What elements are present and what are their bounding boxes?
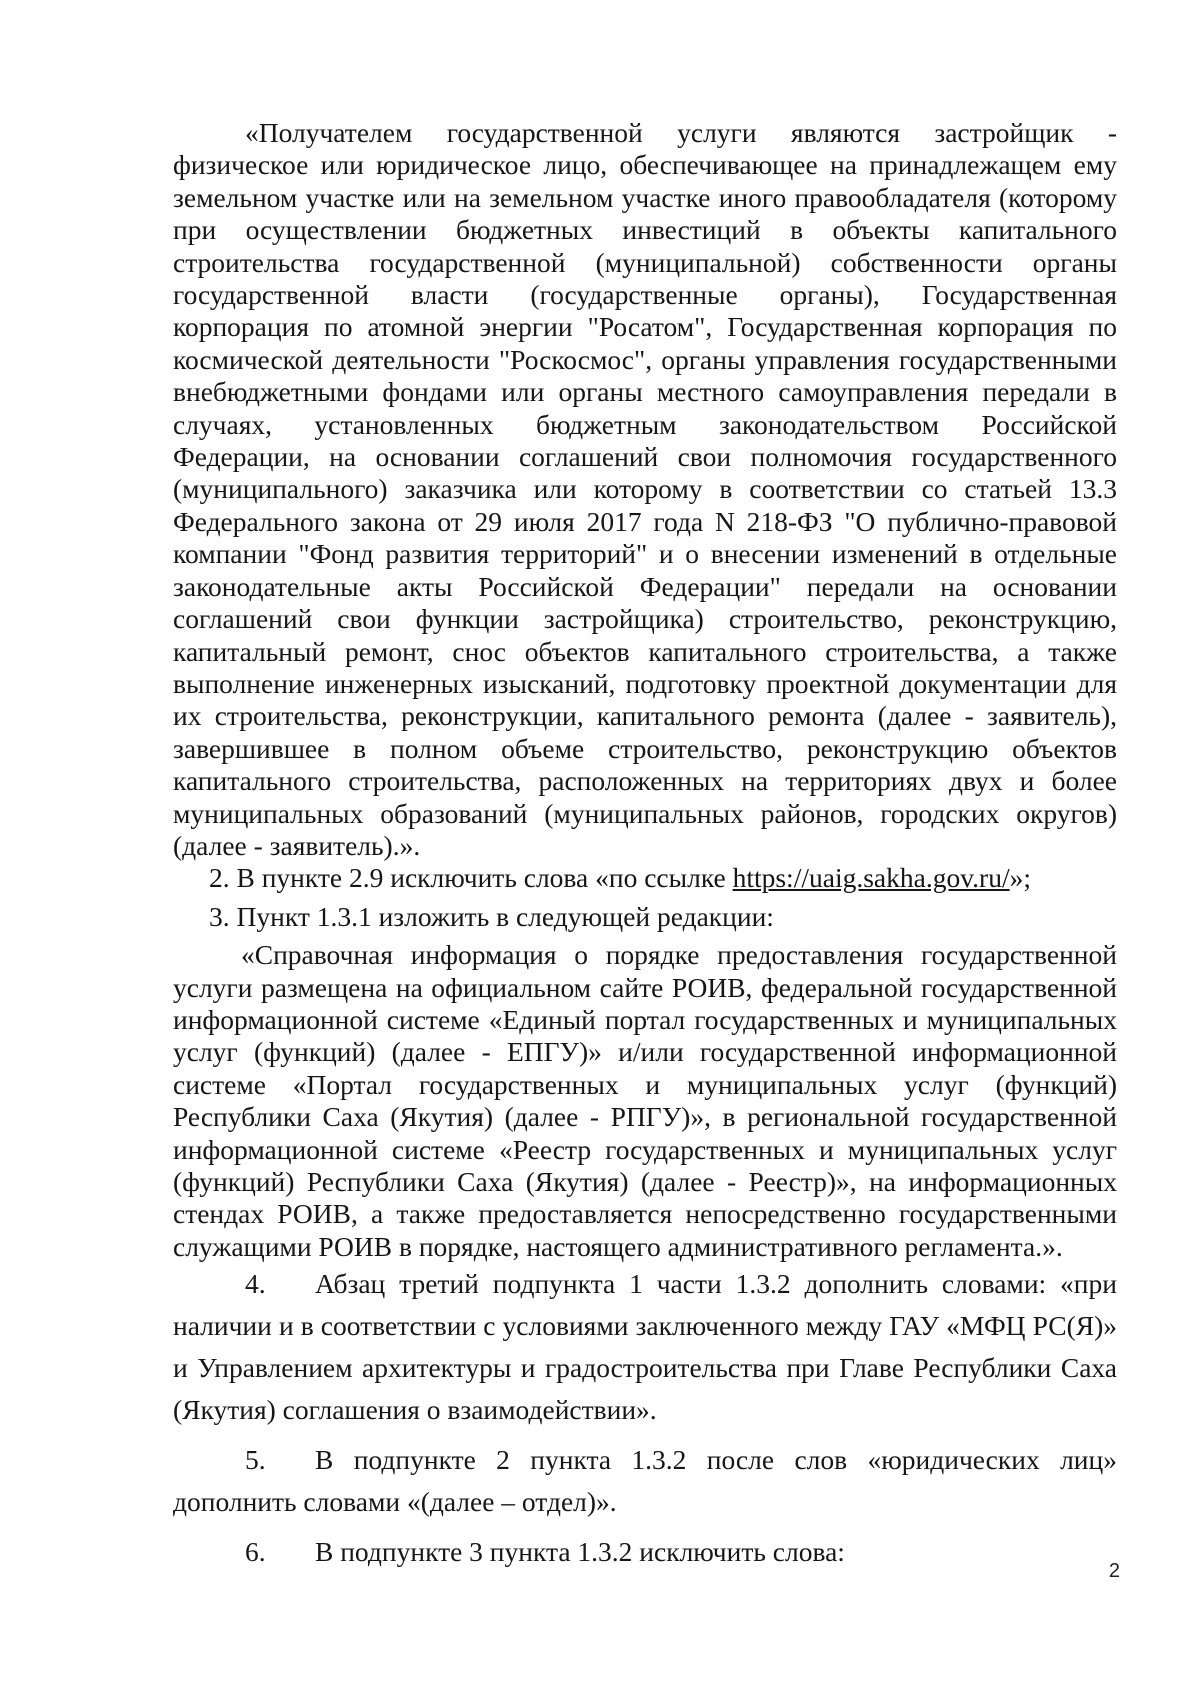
item-4 [173,1263,1117,1431]
item-4-text: Абзац третий подпункта 1 части 1.3.2 дополнить словами: «при наличии и в соответствии с условиями заключенного между ГАУ «МФЦ РС(Я)» и Управлением архитектуры и градостроительства при Главе Республики Саха (Якутия) соглашения о взаимодействии». [173,1268,1117,1426]
item-6 [173,1531,1117,1573]
item-2-prefix: 2. В пункте 2.9 исключить слова «по ссылке [209,862,733,894]
item-5-text: В подпункте 2 пункта 1.3.2 после слов «юридических лиц» дополнить словами «(далее – отдел)». [173,1444,1117,1518]
document-body [173,117,1117,1573]
item-2 [173,862,1117,894]
item-2-suffix: »; [1009,862,1031,894]
paragraph-applicant-definition: «Получателем государственной услуги являются застройщик - физическое или юридическое лицо, обеспечивающее на принадлежащем ему земельном участке или на земельном участке иного правообладателя (которому при осуществлении бюджетных инвестиций в объекты капитального строительства государственной (муниципальной) собственности органы государственной власти (государственные органы), Государственная корпорация по атомной энергии "Росатом", Государственная корпорация по космической деятельности "Роскосмос", органы управления государственными внебюджетными фондами или органы местного самоуправления передали в случаях, установленных бюджетным законодательством Российской Федерации, на основании соглашений свои полномочия государственного (муниципального) заказчика или которому в соответствии со статьей 13.3 Федерального закона от 29 июля 2017 года N 218-ФЗ "О публично-правовой компании "Фонд развития территорий" и о внесении изменений в отдельные законодательные акты Российской Федерации" передали на основании соглашений свои функции застройщика) строительство, реконструкцию, капитальный ремонт, снос объектов капитального строительства, а также выполнение инженерных изысканий, подготовку проектной документации для их строительства, реконструкции, капитального ремонта (далее - заявитель), завершившее в полном объеме строительство, реконструкцию объектов капитального строительства, расположенных на территориях двух и более муниципальных образований (муниципальных районов, городских округов) (далее - заявитель).». [173,117,1117,861]
item-4-number: 4. [245,1268,266,1300]
page-number: 2 [1108,1560,1120,1582]
quote-1-3-1: «Справочная информация о порядке предоставления государственной услуги размещена на официальном сайте РОИВ, федеральной государственной информационной системе «Единый портал государственных и муниципальных услуг (функций) (далее - ЕПГУ)» и/или государственной информационной системе «Портал государственных и муниципальных услуг (функций) Республики Саха (Якутия) (далее - РПГУ)», в региональной государственной информационной системе «Реестр государственных и муниципальных услуг (функций) Республики Саха (Якутия) (далее - Реестр)», на информационных стендах РОИВ, а также предоставляется непосредственно государственными служащими РОИВ в порядке, настоящего административного регламента.». [173,939,1117,1262]
item-6-text: В подпункте 3 пункта 1.3.2 исключить слова: [315,1536,845,1568]
item-5-number: 5. [245,1444,266,1476]
item-5 [173,1439,1117,1523]
item-3: 3. Пункт 1.3.1 изложить в следующей редакции: [209,900,774,932]
item-6-number: 6. [245,1536,266,1568]
uaig-link[interactable]: https://uaig.sakha.gov.ru/ [732,862,1010,894]
